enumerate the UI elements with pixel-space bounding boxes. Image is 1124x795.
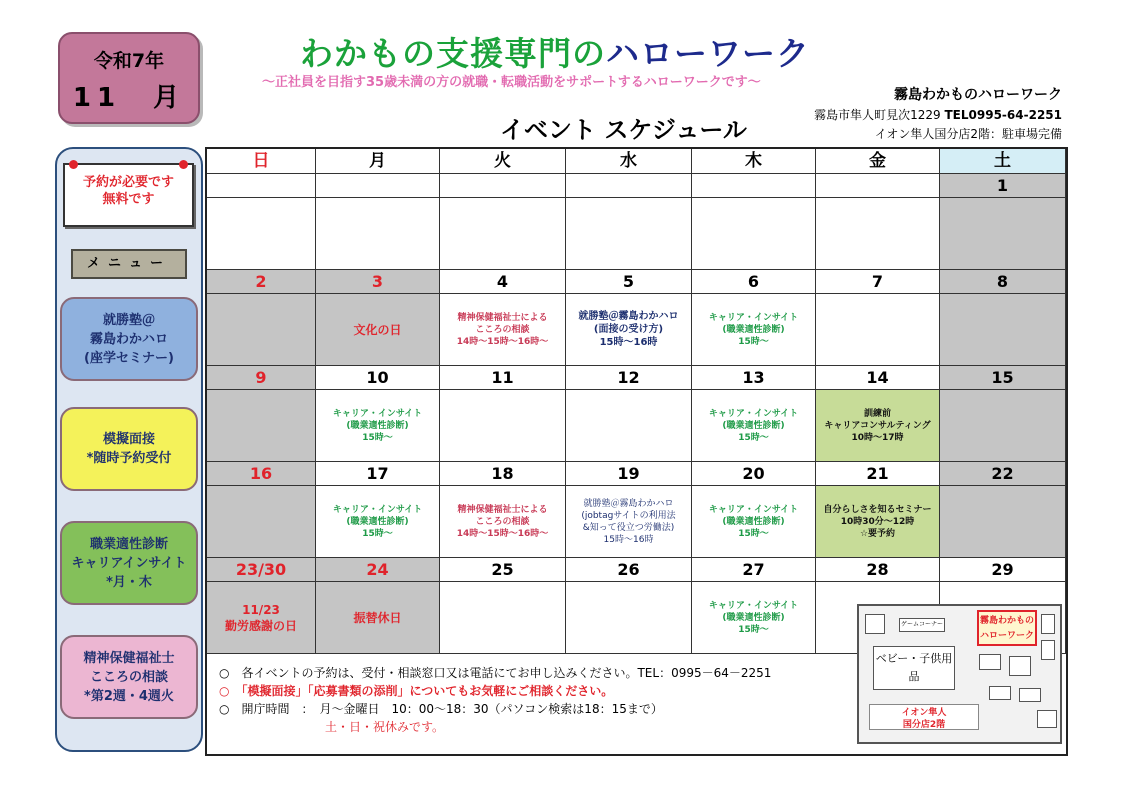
day-number: 9 — [207, 366, 316, 390]
event-text: 15時～ — [362, 432, 393, 443]
day-number: 29 — [940, 558, 1066, 582]
month-badge — [58, 32, 200, 124]
day-number: 4 — [440, 270, 566, 294]
organization-name: 霧島わかものハローワーク — [894, 87, 1062, 103]
map-game-corner: ゲームコーナー — [899, 618, 945, 632]
event-text: キャリア・インサイト — [708, 312, 799, 323]
weekday-header: 日 — [207, 149, 316, 174]
day-number: 24 — [316, 558, 440, 582]
map-shop-box — [1041, 640, 1055, 660]
footer-line-1: ○ 各イベントの予約は、受付・相談窓口又は電話にてお申し込みください。TEL：0995－64－2251 — [219, 666, 772, 680]
day-number — [816, 174, 940, 198]
day-events — [816, 294, 940, 366]
event-text: (職業適性診断) — [346, 420, 409, 431]
day-events — [816, 390, 940, 462]
day-events — [207, 486, 316, 558]
event-text: &知って役立つ労働法) — [582, 522, 675, 533]
day-events — [440, 198, 566, 270]
day-events — [440, 486, 566, 558]
day-events — [207, 582, 316, 654]
pin-icon — [69, 160, 78, 169]
day-events — [816, 198, 940, 270]
event-text: 15時～16時 — [599, 337, 658, 348]
day-events — [566, 294, 692, 366]
organization-location: イオン隼人国分店2階：駐車場完備 — [874, 127, 1062, 141]
telephone-number: TEL0995-64-2251 — [944, 108, 1062, 122]
event-text: 15時～ — [738, 432, 769, 443]
menu-item-seminar — [60, 297, 198, 381]
day-number — [207, 174, 316, 198]
day-events — [692, 198, 816, 270]
day-events — [940, 198, 1066, 270]
event-text: キャリア・インサイト — [708, 408, 799, 419]
day-number: 16 — [207, 462, 316, 486]
event-calendar — [205, 147, 1068, 756]
era-year: 令和7年 — [93, 50, 165, 72]
footer-line-4: 土・日・祝休みです。 — [325, 720, 445, 734]
event-text: 精神保健福祉士による — [457, 504, 548, 515]
day-events — [566, 390, 692, 462]
day-events — [692, 294, 816, 366]
weekday-header: 土 — [940, 149, 1066, 174]
address-text: 霧島市隼人町見次1229 — [814, 108, 941, 122]
menu-item-line: 職業適性診断 — [89, 536, 168, 552]
menu-item-line: 就勝塾＠ — [102, 312, 155, 328]
event-text: (jobtagサイトの利用法 — [581, 510, 676, 521]
event-text: 15時～ — [738, 528, 769, 539]
day-events — [692, 486, 816, 558]
page-title — [300, 28, 860, 74]
day-number: 17 — [316, 462, 440, 486]
event-text: (職業適性診断) — [346, 516, 409, 527]
day-number: 15 — [940, 366, 1066, 390]
event-text: 就勝塾＠霧島わかハロ — [578, 311, 679, 322]
event-text: キャリアコンサルティング — [824, 420, 931, 431]
event-text: 14時～15時～16時～ — [456, 336, 549, 347]
day-number: 23/30 — [207, 558, 316, 582]
map-callout — [977, 610, 1037, 646]
day-events — [440, 390, 566, 462]
floor-map — [857, 604, 1062, 744]
day-number — [566, 174, 692, 198]
day-number: 11 — [440, 366, 566, 390]
title-main: わかもの支援専門の — [300, 34, 606, 73]
weekday-header: 火 — [440, 149, 566, 174]
day-events — [207, 294, 316, 366]
day-number: 7 — [816, 270, 940, 294]
month-number: 11 月 — [72, 83, 186, 113]
menu-item-counseling — [60, 635, 198, 719]
day-number: 18 — [440, 462, 566, 486]
day-events — [316, 390, 440, 462]
map-callout-line: 霧島わかもの — [979, 616, 1034, 626]
map-shop-box — [1041, 614, 1055, 634]
weekday-header: 金 — [816, 149, 940, 174]
organization-address — [814, 106, 1062, 122]
map-shop-box — [1019, 688, 1041, 702]
day-events — [316, 486, 440, 558]
day-events — [316, 582, 440, 654]
event-text: 就勝塾＠霧島わかハロ — [583, 498, 674, 509]
day-number: 10 — [316, 366, 440, 390]
event-text: (職業適性診断) — [722, 420, 785, 431]
map-baby-line: 品 — [908, 670, 920, 683]
day-number — [440, 174, 566, 198]
menu-item-line: 霧島わかハロ — [89, 331, 168, 347]
event-text: (面接の受け方) — [593, 324, 664, 335]
weekday-header: 月 — [316, 149, 440, 174]
event-text: 自分らしさを知るセミナー — [823, 504, 932, 515]
event-text: (職業適性診断) — [722, 612, 785, 623]
day-number: 1 — [940, 174, 1066, 198]
day-events — [440, 294, 566, 366]
menu-item-aptitude-test — [60, 521, 198, 605]
event-text: キャリア・インサイト — [708, 600, 799, 611]
event-text: 10時～17時 — [851, 432, 904, 443]
event-text: (職業適性診断) — [722, 516, 785, 527]
menu-item-line: こころの相談 — [89, 669, 168, 685]
day-number: 6 — [692, 270, 816, 294]
event-text: 11/23 — [242, 602, 280, 617]
menu-item-line: 模擬面接 — [102, 432, 155, 447]
schedule-title: イベント スケジュール — [500, 116, 747, 144]
day-number: 22 — [940, 462, 1066, 486]
day-number: 12 — [566, 366, 692, 390]
event-text: こころの相談 — [475, 516, 530, 527]
map-baby-line: ベビー・子供用 — [875, 652, 953, 665]
day-events — [207, 390, 316, 462]
event-text: 10時30分～12時 — [840, 516, 915, 527]
note-line-1: 予約が必要です — [82, 175, 174, 190]
event-text: キャリア・インサイト — [332, 408, 423, 419]
map-callout-line: ハローワーク — [979, 631, 1034, 641]
footer-line-3: ○ 開庁時間 ： 月～金曜日 10：00～18：30（パソコン検索は18：15まで） — [219, 702, 663, 716]
day-number: 21 — [816, 462, 940, 486]
map-shop-box — [1037, 710, 1057, 728]
day-events — [566, 198, 692, 270]
menu-item-line: キャリアインサイト — [71, 555, 187, 571]
event-text: 精神保健福祉士による — [457, 312, 548, 323]
menu-label: メニュー — [71, 249, 187, 279]
note-line-2: 無料です — [102, 192, 155, 207]
menu-item-line: (座学セミナー) — [84, 350, 174, 366]
day-number: 3 — [316, 270, 440, 294]
menu-sidebar — [55, 147, 203, 752]
event-text: 訓練前 — [863, 408, 891, 419]
event-text: (職業適性診断) — [722, 324, 785, 335]
day-events — [316, 198, 440, 270]
map-toilet-box — [865, 614, 885, 634]
event-text: こころの相談 — [475, 324, 530, 335]
day-number — [316, 174, 440, 198]
day-number: 19 — [566, 462, 692, 486]
map-store-line: 国分店2階 — [902, 720, 946, 729]
menu-item-line: *随時予約受付 — [86, 451, 172, 466]
day-number: 25 — [440, 558, 566, 582]
day-number: 8 — [940, 270, 1066, 294]
day-events — [566, 486, 692, 558]
event-text: 15時～ — [362, 528, 393, 539]
event-text: 15時～ — [738, 624, 769, 635]
menu-item-line: *第2週・4週火 — [84, 688, 174, 704]
day-number: 5 — [566, 270, 692, 294]
day-number: 13 — [692, 366, 816, 390]
menu-item-mock-interview — [60, 407, 198, 491]
map-baby-area — [873, 646, 955, 690]
day-events — [692, 582, 816, 654]
event-text: キャリア・インサイト — [332, 504, 423, 515]
day-events — [940, 486, 1066, 558]
day-events — [816, 486, 940, 558]
day-events — [440, 582, 566, 654]
weekday-header: 木 — [692, 149, 816, 174]
day-events — [316, 294, 440, 366]
title-tail: ハローワーク — [606, 34, 810, 73]
map-shop-box — [979, 654, 1001, 670]
weekday-header: 水 — [566, 149, 692, 174]
menu-item-line: *月・木 — [106, 574, 152, 590]
day-number: 28 — [816, 558, 940, 582]
event-text: 14時～15時～16時～ — [456, 528, 549, 539]
day-number: 14 — [816, 366, 940, 390]
day-events — [566, 582, 692, 654]
map-store-label — [869, 704, 979, 730]
event-text: 15時～16時 — [603, 534, 654, 545]
event-text: 勤労感謝の日 — [224, 618, 297, 633]
day-events — [940, 390, 1066, 462]
event-text: 振替休日 — [353, 610, 402, 625]
day-events — [940, 294, 1066, 366]
page-subtitle: ～正社員を目指す35歳未満の方の就職・転職活動をサポートするハローワークです～ — [262, 75, 761, 89]
event-text: キャリア・インサイト — [708, 504, 799, 515]
day-number: 26 — [566, 558, 692, 582]
reservation-note — [63, 163, 194, 227]
day-number: 2 — [207, 270, 316, 294]
event-text: 文化の日 — [353, 322, 402, 337]
event-text: 15時～ — [738, 336, 769, 347]
map-store-line: イオン隼人 — [901, 708, 947, 717]
day-number: 20 — [692, 462, 816, 486]
map-shop-box — [989, 686, 1011, 700]
day-events — [692, 390, 816, 462]
event-text: ☆要予約 — [859, 528, 896, 539]
map-shop-box — [1009, 656, 1031, 676]
footer-line-2: ○ 「模擬面接」「応募書類の添削」についてもお気軽にご相談ください。 — [219, 684, 614, 698]
menu-item-line: 精神保健福祉士 — [83, 650, 175, 666]
day-number: 27 — [692, 558, 816, 582]
pin-icon — [179, 160, 188, 169]
day-number — [692, 174, 816, 198]
day-events — [207, 198, 316, 270]
